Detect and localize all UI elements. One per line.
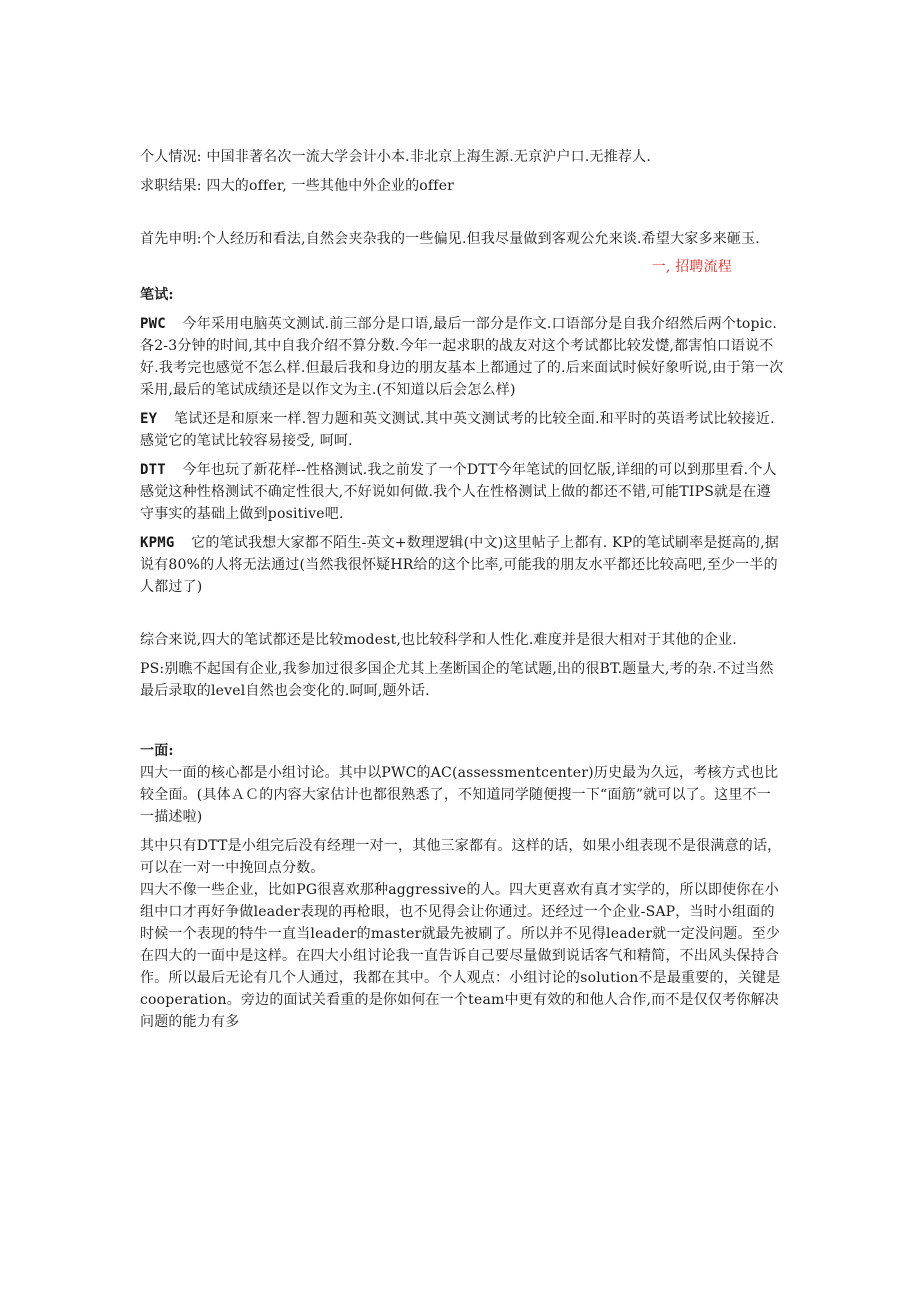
- pwc-paragraph: [140, 313, 784, 401]
- written-test-label: 笔试:: [140, 287, 174, 303]
- pwc-text: 今年采用电脑英文测试.前三部分是口语,最后一部分是作文.口语部分是自我介绍然后两个topic. 各2-3分钟的时间,其中自我介绍不算分数.今年一起求职的战友对这个考试都比较发憷,都害怕口语说不好.我考完也感觉不怎么样.但最后我和身边的朋友基本上都通过了的.后来面试时候好象听说,由于第一次采用,最后的笔试成绩还是以作文为主.(不知道以后会怎么样): [140, 316, 784, 398]
- first-interview-p1: 四大一面的核心都是小组讨论。其中以PWC的AC(assessmentcenter)历史最为久远，考核方式也比较全面。(具体ＡＣ的内容大家估计也都很熟悉了，不知道同学随便搜一下“面筋”就可以了。这里不一一描述啦): [140, 765, 779, 825]
- document-body: [140, 146, 784, 1033]
- ey-paragraph: [140, 408, 784, 452]
- disclaimer: 首先申明:个人经历和看法,自然会夹杂我的一些偏见.但我尽量做到客观公允来谈.希望大家多来砸玉.: [140, 231, 760, 247]
- dtt-key: DTT: [140, 462, 166, 478]
- first-interview-p2: 其中只有DTT是小组完后没有经理一对一，其他三家都有。这样的话，如果小组表现不是很满意的话，可以在一对一中挽回点分数。: [140, 838, 782, 876]
- kpmg-key: KPMG: [140, 535, 175, 551]
- dtt-paragraph: [140, 459, 784, 525]
- dtt-text: 今年也玩了新花样--性格测试.我之前发了一个DTT今年笔试的回忆版,详细的可以到那里看.个人感觉这种性格测试不确定性很大,不好说如何做.我个人在性格测试上做的都还不错,可能TIPS就是在遵守事实的基础上做到positive吧.: [140, 462, 777, 522]
- ey-text: 笔试还是和原来一样.智力题和英文测试.其中英文测试考的比较全面.和平时的英语考试比较接近.感觉它的笔试比较容易接受, 呵呵.: [140, 411, 775, 449]
- kpmg-text: 它的笔试我想大家都不陌生-英文+数理逻辑(中文)这里帖子上都有. KP的笔试刷率是挺高的,据说有80%的人将无法通过(当然我很怀疑HR给的这个比率,可能我的朋友水平都还比较高吧,至少一半的人都过了): [140, 535, 779, 595]
- summary-paragraph: 综合来说,四大的笔试都还是比较modest,也比较科学和人性化.难度并是很大相对于其他的企业.: [140, 632, 737, 648]
- ps-paragraph: PS:别瞧不起国有企业,我参加过很多国企尤其上垄断国企的笔试题,出的很BT.题量大,考的杂.不过当然最后录取的level自然也会变化的.呵呵,题外话.: [140, 661, 774, 699]
- first-interview-p3: 四大不像一些企业，比如PG很喜欢那种aggressive的人。四大更喜欢有真才实学的，所以即使你在小组中口才再好争做leader表现的再枪眼，也不见得会让你通过。还经过一个企业-SAP，当时小组面的时候一个表现的特牛一直当leader的master就最先被刷了。所以并不见得leader就一定没问题。至少在四大的一面中是这样。在四大小组讨论我一直告诉自己要尽量做到说话客气和精简，不出风头保持合作。所以最后无论有几个人通过，我都在其中。个人观点：小组讨论的solution不是最重要的，关键是cooperation。旁边的面试关看重的是你如何在一个team中更有效的和他人合作,而不是仅仅考你解决问题的能力有多: [140, 882, 781, 1030]
- kpmg-paragraph: [140, 532, 784, 598]
- section-title: 一, 招聘流程: [651, 259, 732, 275]
- pwc-key: PWC: [140, 316, 166, 332]
- ey-key: EY: [140, 411, 158, 427]
- intro-personal: 个人情况: 中国非著名次一流大学会计小本.非北京上海生源.无京沪户口.无推荐人.: [140, 149, 651, 165]
- intro-result: 求职结果: 四大的offer, 一些其他中外企业的offer: [140, 178, 455, 194]
- first-interview-label: 一面:: [140, 743, 174, 759]
